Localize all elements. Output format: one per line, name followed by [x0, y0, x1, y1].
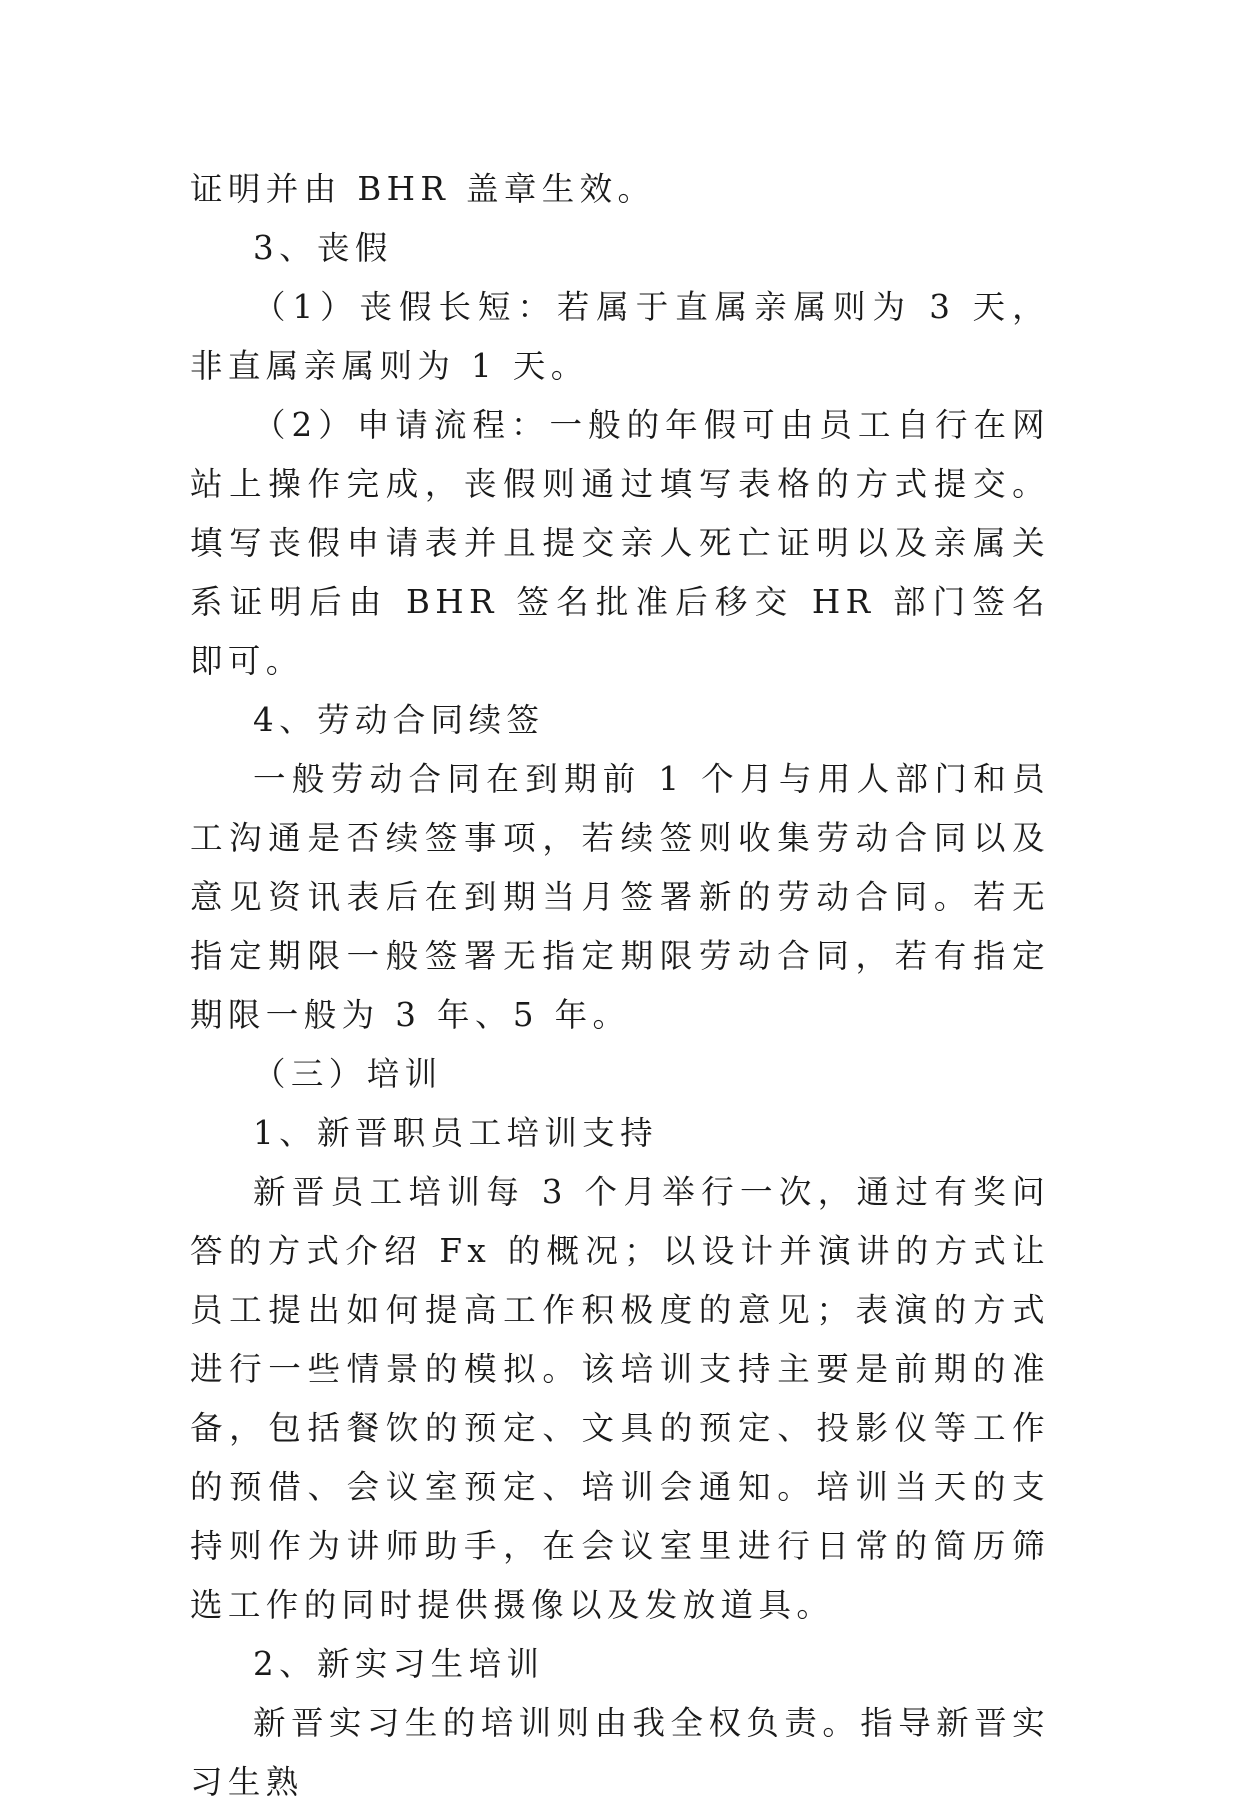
- document-body: [190, 160, 1050, 1812]
- paragraph-intern-training: 新晋实习生的培训则由我全权负责。指导新晋实习生熟: [190, 1704, 1050, 1801]
- paragraph-new-employee-training: 新晋员工培训每 3 个月举行一次，通过有奖问答的方式介绍 Fx 的概况；以设计并演讲的方式让员工提出如何提高工作积极度的意见；表演的方式进行一些情景的模拟。该培训支持主要是前期的准备，包括餐饮的预定、文具的预定、投影仪等工作的预借、会议室预定、培训会通知。培训当天的支持则作为讲师助手，在会议室里进行日常的简历筛选工作的同时提供摄像以及发放道具。: [190, 1173, 1050, 1624]
- section-heading-bereavement-leave: 3、丧假: [253, 229, 393, 267]
- paragraph-continuation: 证明并由 BHR 盖章生效。: [190, 170, 656, 208]
- subsection-heading-new-employee-training: 1、新晋职员工培训支持: [253, 1114, 659, 1152]
- section-heading-contract-renewal: 4、劳动合同续签: [253, 701, 545, 739]
- subsection-heading-intern-training: 2、新实习生培训: [253, 1645, 545, 1683]
- section-heading-training: （三）培训: [253, 1055, 443, 1093]
- paragraph-application-process: （2）申请流程：一般的年假可由员工自行在网站上操作完成，丧假则通过填写表格的方式提交。填写丧假申请表并且提交亲人死亡证明以及亲属关系证明后由 BHR 签名批准后移交 HR 部门签名即可。: [190, 406, 1050, 680]
- paragraph-leave-duration: （1）丧假长短：若属于直属亲属则为 3 天，非直属亲属则为 1 天。: [190, 288, 1050, 385]
- paragraph-contract-renewal: 一般劳动合同在到期前 1 个月与用人部门和员工沟通是否续签事项，若续签则收集劳动合同以及意见资讯表后在到期当月签署新的劳动合同。若无指定期限一般签署无指定期限劳动合同，若有指定期限一般为 3 年、5 年。: [190, 760, 1050, 1034]
